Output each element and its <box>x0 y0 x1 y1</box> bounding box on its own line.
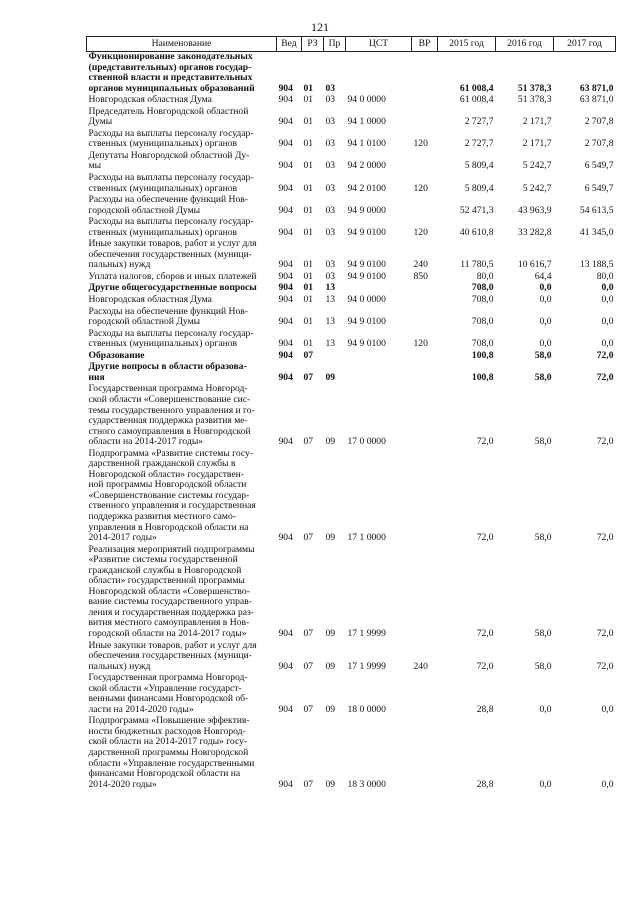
cell-name <box>87 195 277 217</box>
cell-2016: 58,0 <box>534 371 552 383</box>
cell-rz: 01 <box>303 82 314 94</box>
cell-cst: 94 2 0000 <box>347 160 386 172</box>
cell-2015: 100,8 <box>471 349 494 361</box>
cell-ved: 904 <box>278 349 293 361</box>
cell-vr: 240 <box>413 259 428 271</box>
row-label: Расходы на обеспечение функций Нов- городской областной Думы <box>88 194 248 216</box>
cell-cst: 94 9 0100 <box>347 316 386 328</box>
cell-ved: 904 <box>278 371 293 383</box>
cell-name <box>87 673 277 716</box>
header-ved: Вед <box>277 37 302 52</box>
cell-name <box>87 107 277 129</box>
cell-2017: 63 871,0 <box>579 82 614 94</box>
cell-2015: 72,0 <box>476 532 494 544</box>
cell-cst: 94 9 0100 <box>347 226 386 238</box>
cell-2017: 0,0 <box>601 282 614 294</box>
table-row <box>87 362 616 384</box>
table-row <box>87 239 616 272</box>
page-number: 121 <box>311 20 329 34</box>
cell-name <box>87 173 277 195</box>
cell-vr <box>412 673 438 716</box>
cell-rz: 01 <box>303 138 314 150</box>
cell-vr: 850 <box>413 270 428 282</box>
cell-2015: 708,0 <box>471 338 494 350</box>
cell-pr: 03 <box>325 270 336 282</box>
row-label: Расходы на выплаты персоналу государ- ственных (муниципальных) органов <box>88 127 254 150</box>
cell-2015: 708,0 <box>471 316 494 328</box>
table-row <box>87 95 616 107</box>
cell-vr: 120 <box>413 182 428 194</box>
cell-rz: 01 <box>303 160 314 172</box>
cell-2016: 2 171,7 <box>522 116 552 128</box>
row-label: Другие вопросы в области образова- ния <box>88 361 247 383</box>
cell-rz: 07 <box>303 627 314 639</box>
cell-pr: 03 <box>325 204 336 216</box>
cell-2016: 10 616,7 <box>517 259 552 271</box>
cell-ved: 904 <box>278 160 293 172</box>
cell-pr <box>324 351 346 363</box>
header-pr: Пр <box>324 37 346 52</box>
cell-2017: 0,0 <box>601 703 614 715</box>
cell-pr: 03 <box>325 226 336 238</box>
cell-2017: 2 707,8 <box>584 116 614 128</box>
cell-vr <box>412 283 438 295</box>
cell-2016: 58,0 <box>534 436 552 448</box>
cell-rz: 07 <box>303 532 314 544</box>
cell-2015: 72,0 <box>476 660 494 672</box>
cell-2017: 0,0 <box>601 338 614 350</box>
cell-2015: 40 610,8 <box>459 226 494 238</box>
cell-cst: 17 1 0000 <box>347 532 386 544</box>
cell-name <box>87 362 277 384</box>
cell-2015: 61 008,4 <box>459 94 494 106</box>
cell-2017: 41 345,0 <box>579 226 614 238</box>
cell-2015: 2 727,7 <box>464 116 494 128</box>
cell-rz: 01 <box>303 94 314 106</box>
cell-pr: 09 <box>325 436 336 448</box>
cell-2016: 0,0 <box>539 316 552 328</box>
cell-rz: 07 <box>303 371 314 383</box>
cell-2016: 58,0 <box>534 627 552 639</box>
cell-pr: 09 <box>325 532 336 544</box>
cell-name <box>87 95 277 107</box>
cell-name <box>87 239 277 272</box>
cell-name <box>87 329 277 351</box>
cell-ved: 904 <box>278 316 293 328</box>
table-row <box>87 307 616 329</box>
cell-rz: 01 <box>303 270 314 282</box>
cell-cst: 94 1 0000 <box>347 116 386 128</box>
row-label: Государственная программа Новгород- ской области «Совершенствование сис- темы государственного управления и го- сударственная поддержка развития ме- стного самоуправления в Новгородской области на 2014-2017 годы» <box>88 383 255 448</box>
row-label: Расходы на выплаты персоналу государ- ственных (муниципальных) органов <box>88 327 254 350</box>
cell-vr <box>412 151 438 173</box>
cell-2017: 72,0 <box>596 371 614 383</box>
cell-cst: 17 1 9999 <box>347 660 386 672</box>
cell-2017: 80,0 <box>596 270 614 282</box>
cell-vr: 120 <box>413 226 428 238</box>
cell-vr: 240 <box>413 660 428 672</box>
table-row <box>87 673 616 716</box>
cell-ved: 904 <box>278 138 293 150</box>
cell-ved: 904 <box>278 226 293 238</box>
cell-cst: 94 9 0100 <box>347 270 386 282</box>
cell-ved: 904 <box>278 259 293 271</box>
cell-vr <box>412 295 438 307</box>
cell-rz: 07 <box>303 703 314 715</box>
table-row <box>87 107 616 129</box>
cell-pr: 13 <box>325 294 336 306</box>
table-row <box>87 217 616 239</box>
cell-cst <box>346 351 412 363</box>
row-label: Другие общегосударственные вопросы <box>88 282 257 294</box>
cell-rz: 07 <box>303 778 314 790</box>
table-body <box>87 52 616 792</box>
cell-rz: 07 <box>303 436 314 448</box>
header-row <box>87 37 616 52</box>
cell-ved: 904 <box>278 660 293 672</box>
row-label: Новгородская областная Дума <box>88 294 212 306</box>
cell-2017: 72,0 <box>596 436 614 448</box>
header-name: Наименование <box>87 37 277 52</box>
cell-name <box>87 449 277 545</box>
table-row <box>87 449 616 545</box>
cell-2015: 2 727,7 <box>464 138 494 150</box>
cell-name <box>87 384 277 448</box>
cell-2015: 61 008,4 <box>459 82 494 94</box>
cell-2015: 72,0 <box>476 436 494 448</box>
table-row <box>87 329 616 351</box>
cell-vr <box>412 545 438 641</box>
cell-2016: 2 171,7 <box>522 138 552 150</box>
cell-rz: 01 <box>303 259 314 271</box>
cell-pr: 09 <box>325 778 336 790</box>
cell-ved: 904 <box>278 282 293 294</box>
cell-pr: 09 <box>325 627 336 639</box>
cell-pr: 13 <box>325 316 336 328</box>
cell-vr <box>412 351 438 363</box>
cell-2017: 6 549,7 <box>584 160 614 172</box>
row-label: Новгородская областная Дума <box>88 94 212 106</box>
cell-cst: 94 9 0100 <box>347 338 386 350</box>
cell-vr: 120 <box>413 338 428 350</box>
row-label: Иные закупки товаров, работ и услуг для обеспечения государственных (муници- пальных) нужд <box>88 238 257 271</box>
cell-pr: 03 <box>325 259 336 271</box>
table-row <box>87 545 616 641</box>
cell-cst: 94 1 0100 <box>347 138 386 150</box>
cell-2016: 5 242,7 <box>522 160 552 172</box>
cell-2017: 63 871,0 <box>579 94 614 106</box>
cell-name <box>87 716 277 791</box>
cell-cst: 17 1 9999 <box>347 627 386 639</box>
row-label: Уплата налогов, сборов и иных платежей <box>88 270 257 282</box>
cell-pr: 03 <box>325 116 336 128</box>
cell-ved: 904 <box>278 703 293 715</box>
cell-ved: 904 <box>278 338 293 350</box>
header-2015: 2015 год <box>438 37 496 52</box>
cell-cst: 94 0 0000 <box>347 294 386 306</box>
cell-vr <box>412 449 438 545</box>
cell-cst: 18 0 0000 <box>347 703 386 715</box>
cell-name <box>87 129 277 151</box>
cell-ved: 904 <box>278 294 293 306</box>
cell-2017: 72,0 <box>596 627 614 639</box>
cell-ved: 904 <box>278 627 293 639</box>
cell-2016: 0,0 <box>539 703 552 715</box>
table-row <box>87 151 616 173</box>
cell-pr: 03 <box>325 138 336 150</box>
header-rz: РЗ <box>302 37 324 52</box>
cell-rz: 01 <box>303 294 314 306</box>
row-label: Председатель Новгородской областной Думы <box>88 105 249 128</box>
cell-pr: 13 <box>325 282 336 294</box>
cell-2015: 11 780,5 <box>460 259 494 271</box>
cell-2016: 58,0 <box>534 660 552 672</box>
row-label: Государственная программа Новгород- ской области «Управление государст- венными финансами Новгородской об- ласти на 2014-2020 годы» <box>88 672 249 715</box>
cell-2015: 52 471,3 <box>459 204 494 216</box>
cell-pr: 03 <box>325 160 336 172</box>
row-label: Расходы на выплаты персоналу государ- ственных (муниципальных) органов <box>88 172 254 194</box>
cell-name <box>87 295 277 307</box>
cell-cst <box>346 52 412 96</box>
cell-2016: 43 963,9 <box>517 204 552 216</box>
cell-ved: 904 <box>278 204 293 216</box>
cell-ved: 904 <box>278 182 293 194</box>
cell-cst <box>346 362 412 384</box>
cell-ved: 904 <box>278 82 293 94</box>
cell-2016: 33 282,8 <box>517 226 552 238</box>
header-vr: ВР <box>412 37 438 52</box>
header-2016: 2016 год <box>496 37 554 52</box>
table-row <box>87 295 616 307</box>
cell-cst: 94 9 0100 <box>347 259 386 271</box>
row-label: Иные закупки товаров, работ и услуг для обеспечения государственных (муници- пальных) нужд <box>88 639 257 672</box>
cell-2017: 0,0 <box>601 778 614 790</box>
cell-2015: 708,0 <box>471 294 494 306</box>
cell-2015: 28,8 <box>476 778 494 790</box>
cell-2017: 0,0 <box>601 294 614 306</box>
cell-2015: 80,0 <box>476 270 494 282</box>
cell-rz: 01 <box>303 116 314 128</box>
cell-pr: 03 <box>325 94 336 106</box>
cell-name <box>87 307 277 329</box>
cell-rz: 01 <box>303 282 314 294</box>
cell-2017: 6 549,7 <box>584 182 614 194</box>
row-label: Функционирование законодательных (представительных) органов государ- ственной власти и представительных органов муниципальных образований <box>88 51 255 94</box>
cell-name <box>87 52 277 96</box>
cell-rz: 01 <box>303 226 314 238</box>
row-label: Образование <box>88 349 145 361</box>
cell-2015: 5 809,4 <box>464 160 494 172</box>
row-label: Подпрограмма «Повышение эффектив- ности бюджетных расходов Новгород- ской области на 2014-2017 годы» госу- дарственной программы Новгородской области «Управление государственными финансами Новгородской области на 2014-2020 годы» <box>88 715 255 790</box>
cell-rz: 07 <box>303 660 314 672</box>
table-row <box>87 173 616 195</box>
table-row <box>87 129 616 151</box>
cell-name <box>87 545 277 641</box>
cell-vr <box>412 107 438 129</box>
row-label: Расходы на выплаты персоналу государ- ственных (муниципальных) органов <box>88 216 254 238</box>
cell-ved: 904 <box>278 270 293 282</box>
cell-ved: 904 <box>278 94 293 106</box>
cell-vr <box>412 716 438 791</box>
cell-ved: 904 <box>278 116 293 128</box>
cell-2017: 72,0 <box>596 532 614 544</box>
cell-name <box>87 151 277 173</box>
cell-vr <box>412 195 438 217</box>
cell-rz: 01 <box>303 338 314 350</box>
cell-ved: 904 <box>278 778 293 790</box>
cell-2016: 58,0 <box>534 532 552 544</box>
cell-pr: 09 <box>325 703 336 715</box>
table-row <box>87 384 616 448</box>
cell-vr <box>412 362 438 384</box>
table-header <box>87 37 616 52</box>
cell-2016: 0,0 <box>539 778 552 790</box>
table-row <box>87 52 616 96</box>
cell-2017: 13 188,5 <box>579 259 614 271</box>
header-cst: ЦСТ <box>346 37 412 52</box>
cell-2017: 72,0 <box>596 660 614 672</box>
cell-cst: 94 9 0000 <box>347 204 386 216</box>
cell-2016: 58,0 <box>534 349 552 361</box>
cell-2016: 64,4 <box>534 270 552 282</box>
row-label: Депутаты Новгородской областной Ду- мы <box>88 149 250 172</box>
row-label: Подпрограмма «Развитие системы госу- дарственной гражданской службы в Новгородской области» государствен- ной программы Новгородской области «Совершенствование системы государ- ственного управления и государственная поддержка развития местного само- управления в Новгородской области на 2014-2017 годы» <box>88 447 256 544</box>
cell-cst: 17 0 0000 <box>347 436 386 448</box>
cell-2017: 2 707,8 <box>584 138 614 150</box>
cell-rz: 01 <box>303 204 314 216</box>
cell-2017: 0,0 <box>601 316 614 328</box>
cell-2015: 100,8 <box>471 371 494 383</box>
cell-vr <box>412 52 438 96</box>
cell-2016: 0,0 <box>539 282 552 294</box>
cell-pr: 09 <box>325 660 336 672</box>
cell-2016: 0,0 <box>539 338 552 350</box>
cell-ved: 904 <box>278 436 293 448</box>
cell-vr: 120 <box>413 138 428 150</box>
cell-2016: 51 378,3 <box>517 94 552 106</box>
cell-2015: 28,8 <box>476 703 494 715</box>
row-label: Реализация мероприятий подпрограммы «Развитие системы государственной гражданской службы в Новгородской области» государственной программы Новгородской области «Совершенство- вание системы государственного управ- ления и государственная поддержка раз- вития местного самоуправления в Нов- городской области на 2014-2017 годы» <box>88 543 255 639</box>
table-row <box>87 195 616 217</box>
budget-table <box>86 36 616 791</box>
row-label: Расходы на обеспечение функций Нов- городской областной Думы <box>88 305 248 328</box>
cell-name <box>87 217 277 239</box>
cell-pr: 13 <box>325 338 336 350</box>
cell-pr: 03 <box>325 182 336 194</box>
cell-name <box>87 641 277 674</box>
cell-pr: 09 <box>325 371 336 383</box>
cell-2015: 708,0 <box>471 282 494 294</box>
cell-vr <box>412 384 438 448</box>
cell-rz: 01 <box>303 182 314 194</box>
cell-2015: 5 809,4 <box>464 182 494 194</box>
table-row <box>87 641 616 674</box>
cell-cst: 94 2 0100 <box>347 182 386 194</box>
cell-vr <box>412 307 438 329</box>
header-2017: 2017 год <box>554 37 616 52</box>
cell-pr: 03 <box>325 82 336 94</box>
cell-2017: 72,0 <box>596 349 614 361</box>
cell-rz: 01 <box>303 316 314 328</box>
cell-2016: 0,0 <box>539 294 552 306</box>
cell-rz: 07 <box>303 349 314 361</box>
cell-2016: 5 242,7 <box>522 182 552 194</box>
cell-2016: 51 378,3 <box>517 82 552 94</box>
cell-ved: 904 <box>278 532 293 544</box>
cell-2017: 54 613,5 <box>579 204 614 216</box>
cell-vr <box>412 95 438 107</box>
cell-2015: 72,0 <box>476 627 494 639</box>
table-row <box>87 716 616 791</box>
cell-cst: 18 3 0000 <box>347 778 386 790</box>
cell-cst: 94 0 0000 <box>347 94 386 106</box>
